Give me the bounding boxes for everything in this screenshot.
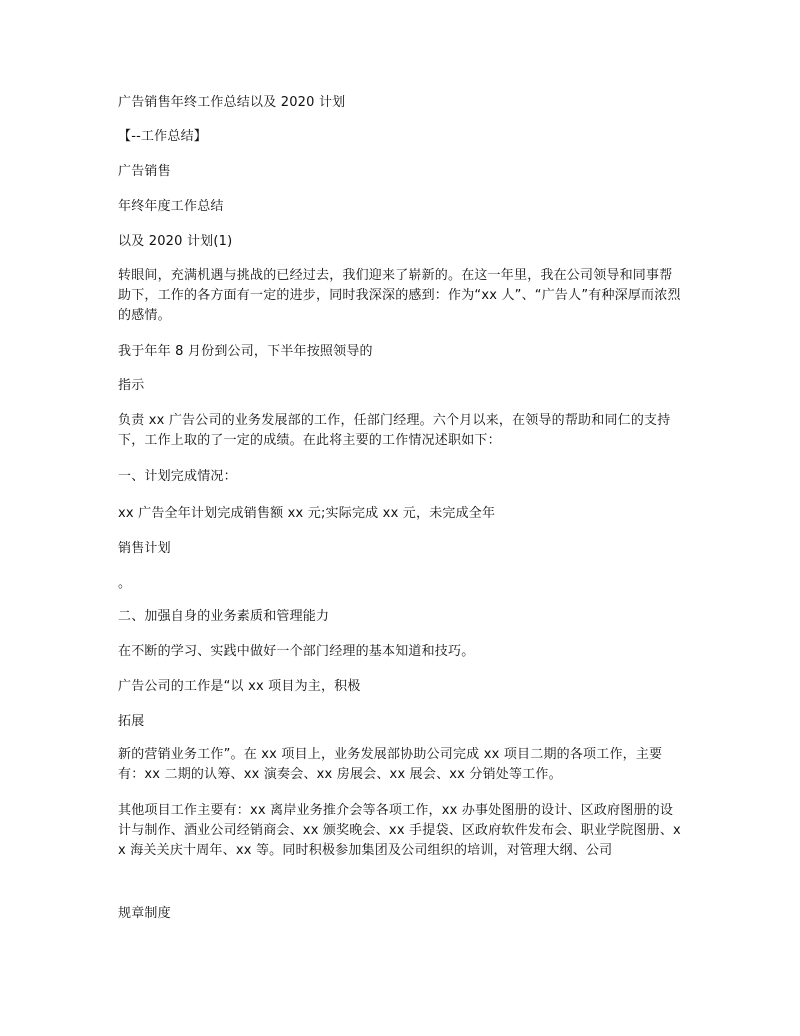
paragraph-17: 新的营销业务工作”。在 xx 项目上，业务发展部协助公司完成 xx 项目二期的各项工作，主要有：xx 二期的认筹、xx 演奏会、xx 房展会、xx 展会、xx 分销处等工作。 <box>118 747 663 782</box>
paragraph-11: 销售计划 <box>118 541 171 556</box>
paragraph-18: 其他项目工作主要有：xx 离岸业务推介会等各项工作，xx 办事处图册的设计、区政府图册的设计与制作、酒业公司经销商会、xx 颁奖晚会、xx 手提袋、区政府软件发布会、职业学院图册、xx 海关关庆十周年、xx 等。同时积极参加集团及公司组织的培训，对管理大纲、公司 <box>118 803 681 858</box>
paragraph-16: 拓展 <box>118 714 145 729</box>
paragraph-5: 转眼间，充满机遇与挑战的已经过去，我们迎来了崭新的。在这一年里，我在公司领导和同事帮助下，工作的各方面有一定的进步，同时我深深的感到：作为“xx 人”、“广告人”有种深厚而浓烈的感情。 <box>118 268 681 323</box>
paragraph-3: 年终年度工作总结 <box>118 199 224 214</box>
paragraph-9: 一、计划完成情况： <box>118 469 237 484</box>
paragraph-15: 广告公司的工作是“以 xx 项目为主，积极 <box>118 679 361 694</box>
paragraph-13: 二、加强自身的业务素质和管理能力 <box>118 609 330 624</box>
paragraph-12: 。 <box>118 576 132 591</box>
paragraph-2: 广告销售 <box>118 164 171 179</box>
paragraph-14: 在不断的学习、实践中做好一个部门经理的基本知道和技巧。 <box>118 644 475 659</box>
paragraph-8: 负责 xx 广告公司的业务发展部的工作，任部门经理。六个月以来，在领导的帮助和同仁的支持下，工作上取的了一定的成绩。在此将主要的工作情况述职如下： <box>118 413 671 448</box>
paragraph-1: 【--工作总结】 <box>118 129 207 144</box>
paragraph-4: 以及 2020 计划(1) <box>118 234 233 249</box>
paragraph-6: 我于年年 8 月份到公司，下半年按照领导的 <box>118 344 373 359</box>
paragraph-7: 指示 <box>118 378 145 393</box>
document-title: 广告销售年终工作总结以及 2020 计划 <box>118 95 346 110</box>
paragraph-19: 规章制度 <box>118 906 171 921</box>
paragraph-10: xx 广告全年计划完成销售额 xx 元;实际完成 xx 元，未完成全年 <box>118 506 496 521</box>
